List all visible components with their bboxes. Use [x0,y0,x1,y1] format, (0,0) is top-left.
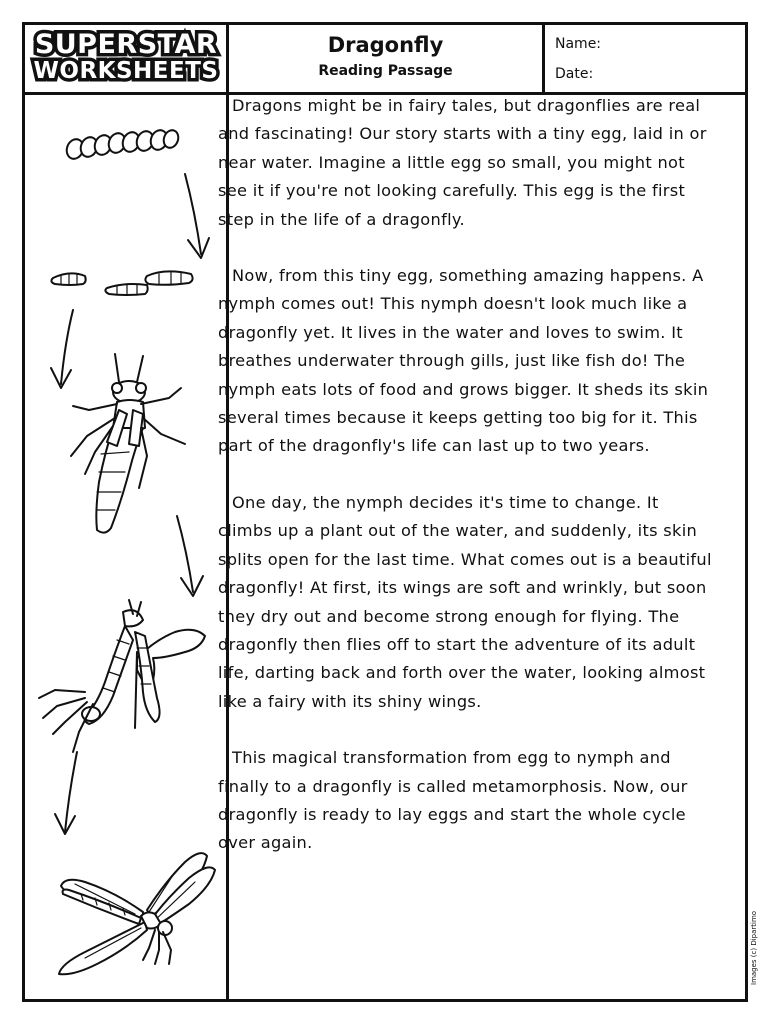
passage-paragraph-2: Now, from this tiny egg, something amazing happens. A nymph comes out! This nymph doesn't look much like a dragonfly yet. It lives in the water and loves to swim. It breathes underwater through gills, just like fish do! The nymph eats lots of food and grows bigger. It sheds its skin several times because it keeps getting too big for it. This part of the dragonfly's life can last up to two years. [218,266,709,456]
name-field[interactable]: Name: [555,36,602,52]
larvae-illustration [51,271,192,295]
student-fields [545,25,745,92]
logo-line-2: WORKSHEETS [33,58,219,84]
emerging-dragonfly-illustration [39,600,205,752]
adult-dragonfly-illustration [59,853,215,974]
nymph-illustration [71,354,185,533]
life-cycle-illustrations [25,92,229,999]
page-subtitle: Reading Passage [318,63,453,79]
passage-paragraph-4: This magical transformation from egg to nymph and finally to a dragonfly is called metamorphosis. Now, our dragonfly is ready to lay eggs and start the whole cycle over again. [218,748,688,853]
date-field[interactable]: Date: [555,66,594,82]
logo [25,25,229,92]
passage-paragraph-1: Dragons might be in fairy tales, but dragonflies are real and fascinating! Our story starts with a tiny egg, laid in or near water. Imagine a little egg so small, you might not see it if you're not looking carefully. This egg is the first step in the life of a dragonfly. [218,96,707,229]
image-credit: Images (c) Dipartimo [750,910,758,985]
eggs-illustration [64,128,181,161]
worksheet-header [25,25,745,95]
logo-line-1: SUPERSTAR [34,29,218,60]
down-arrow-icon [55,752,77,834]
down-arrow-icon [51,310,73,388]
reading-passage [218,92,718,886]
life-cycle-drawing [25,92,226,999]
title-block [229,25,545,92]
down-arrow-icon [185,174,209,258]
down-arrow-icon [177,516,203,596]
page-title: Dragonfly [327,33,444,57]
passage-paragraph-3: One day, the nymph decides it's time to change. It climbs up a plant out of the water, and suddenly, its skin splits open for the last time. What comes out is a beautiful dragonfly! At first, its wings are soft and wrinkly, but soon they dry out and become strong enough for flying. The dragonfly then flies off to start the adventure of its adult life, darting back and forth over the water, looking almost like a fairy with its shiny wings. [218,492,712,711]
